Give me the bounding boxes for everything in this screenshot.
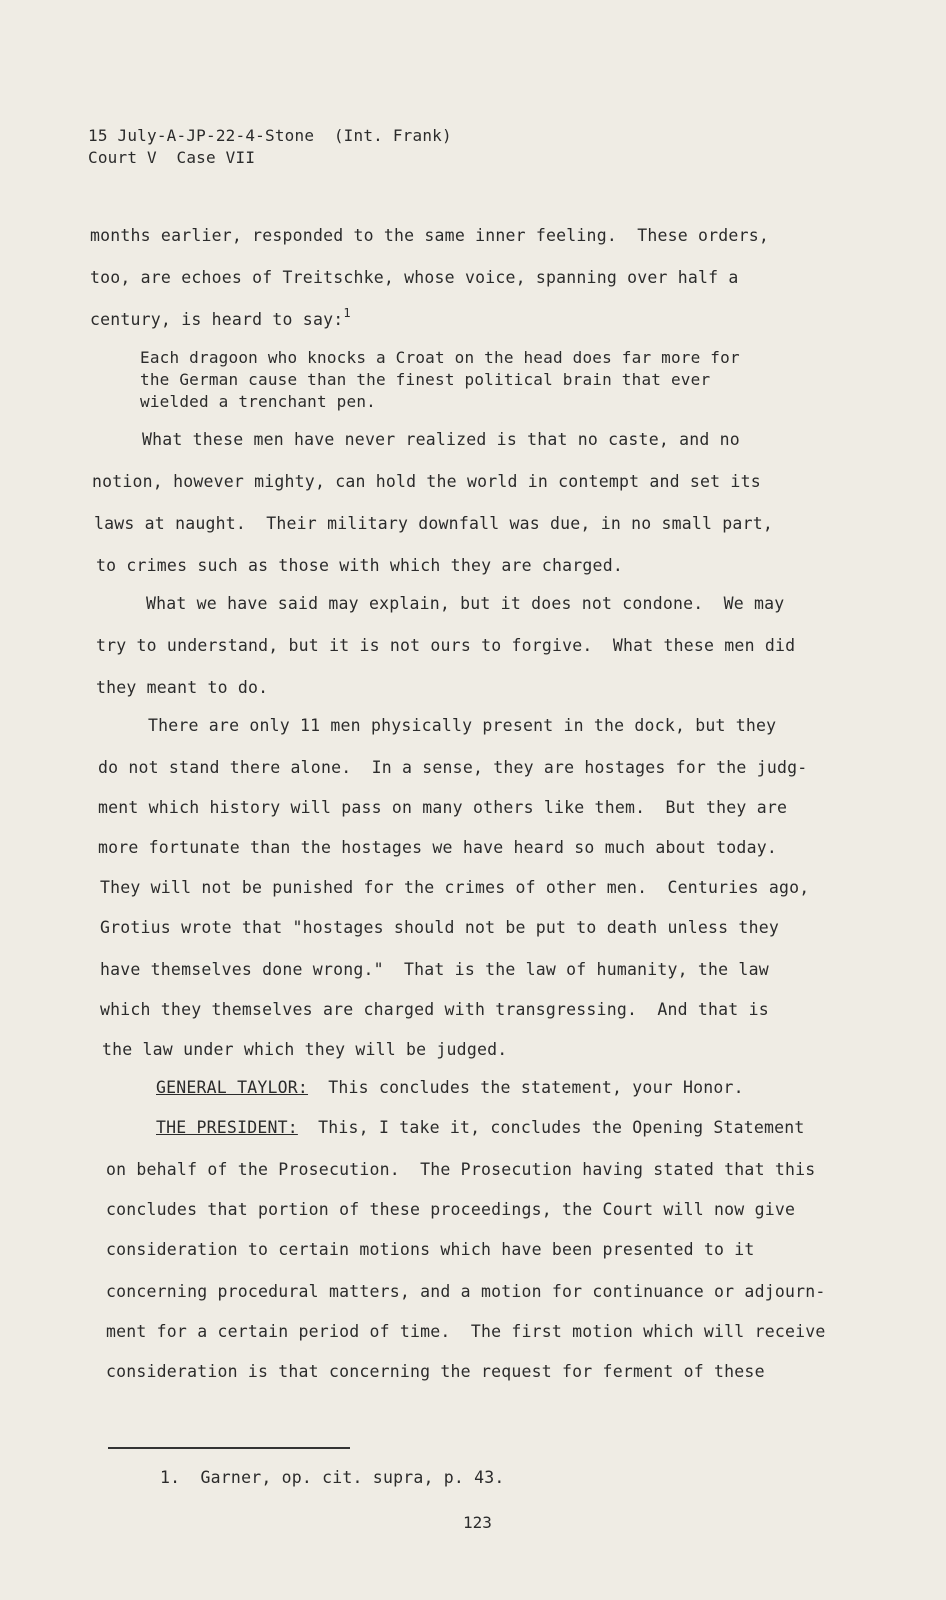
- text-line: What these men have never realized is that no caste, and no: [142, 430, 740, 449]
- text-line: [90, 306, 351, 329]
- text-line: What we have said may explain, but it does not condone. We may: [146, 594, 785, 613]
- text-line: the law under which they will be judged.: [102, 1040, 508, 1059]
- text-line: which they themselves are charged with transgressing. And that is: [100, 1000, 769, 1019]
- text-line: too, are echoes of Treitschke, whose voice, spanning over half a: [90, 268, 739, 287]
- text-line: do not stand there alone. In a sense, they are hostages for the judg-: [98, 758, 808, 777]
- quote-line: the German cause than the finest political brain that ever: [140, 370, 711, 389]
- text-line: they meant to do.: [96, 678, 269, 697]
- text-line: try to understand, but it is not ours to forgive. What these men did: [96, 636, 796, 655]
- text-line: ment which history will pass on many others like them. But they are: [98, 798, 788, 817]
- speaker-label: THE PRESIDENT:: [156, 1118, 298, 1137]
- text-line: to crimes such as those with which they are charged.: [96, 556, 623, 575]
- text-line: laws at naught. Their military downfall was due, in no small part,: [94, 514, 773, 533]
- speaker-text: This, I take it, concludes the Opening Statement: [297, 1118, 805, 1137]
- quote-line: Each dragoon who knocks a Croat on the head does far more for: [140, 348, 740, 367]
- page-number: 123: [463, 1513, 492, 1532]
- quote-line: wielded a trenchant pen.: [140, 392, 376, 411]
- text-line: notion, however mighty, can hold the world in contempt and set its: [92, 472, 761, 491]
- header-line-2: Court V Case VII: [88, 148, 256, 167]
- text-span: century, is heard to say:: [90, 310, 344, 329]
- text-line: They will not be punished for the crimes of other men. Centuries ago,: [100, 878, 810, 897]
- footnote: 1. Garner, op. cit. supra, p. 43.: [160, 1468, 505, 1487]
- text-line: consideration to certain motions which have been presented to it: [106, 1240, 755, 1259]
- footnote-marker: 1: [343, 306, 351, 320]
- text-line: more fortunate than the hostages we have heard so much about today.: [98, 838, 777, 857]
- header-line-1: 15 July-A-JP-22-4-Stone (Int. Frank): [88, 126, 452, 145]
- footnote-divider: [108, 1447, 350, 1449]
- text-line: There are only 11 men physically present in the dock, but they: [148, 716, 777, 735]
- text-line: months earlier, responded to the same inner feeling. These orders,: [90, 226, 769, 245]
- text-line: have themselves done wrong." That is the law of humanity, the law: [100, 960, 769, 979]
- speaker-text: This concludes the statement, your Honor.: [308, 1078, 744, 1097]
- text-line: consideration is that concerning the request for ferment of these: [106, 1362, 765, 1381]
- text-line: concludes that portion of these proceedings, the Court will now give: [106, 1200, 796, 1219]
- speaker-label: GENERAL TAYLOR:: [156, 1078, 309, 1097]
- text-line: on behalf of the Prosecution. The Prosecution having stated that this: [106, 1160, 816, 1179]
- text-line: concerning procedural matters, and a motion for continuance or adjourn-: [106, 1282, 826, 1301]
- general-taylor-statement: [156, 1078, 744, 1097]
- text-line: [156, 1118, 805, 1137]
- text-line: ment for a certain period of time. The first motion which will receive: [106, 1322, 826, 1341]
- text-line: Grotius wrote that "hostages should not be put to death unless they: [100, 918, 779, 937]
